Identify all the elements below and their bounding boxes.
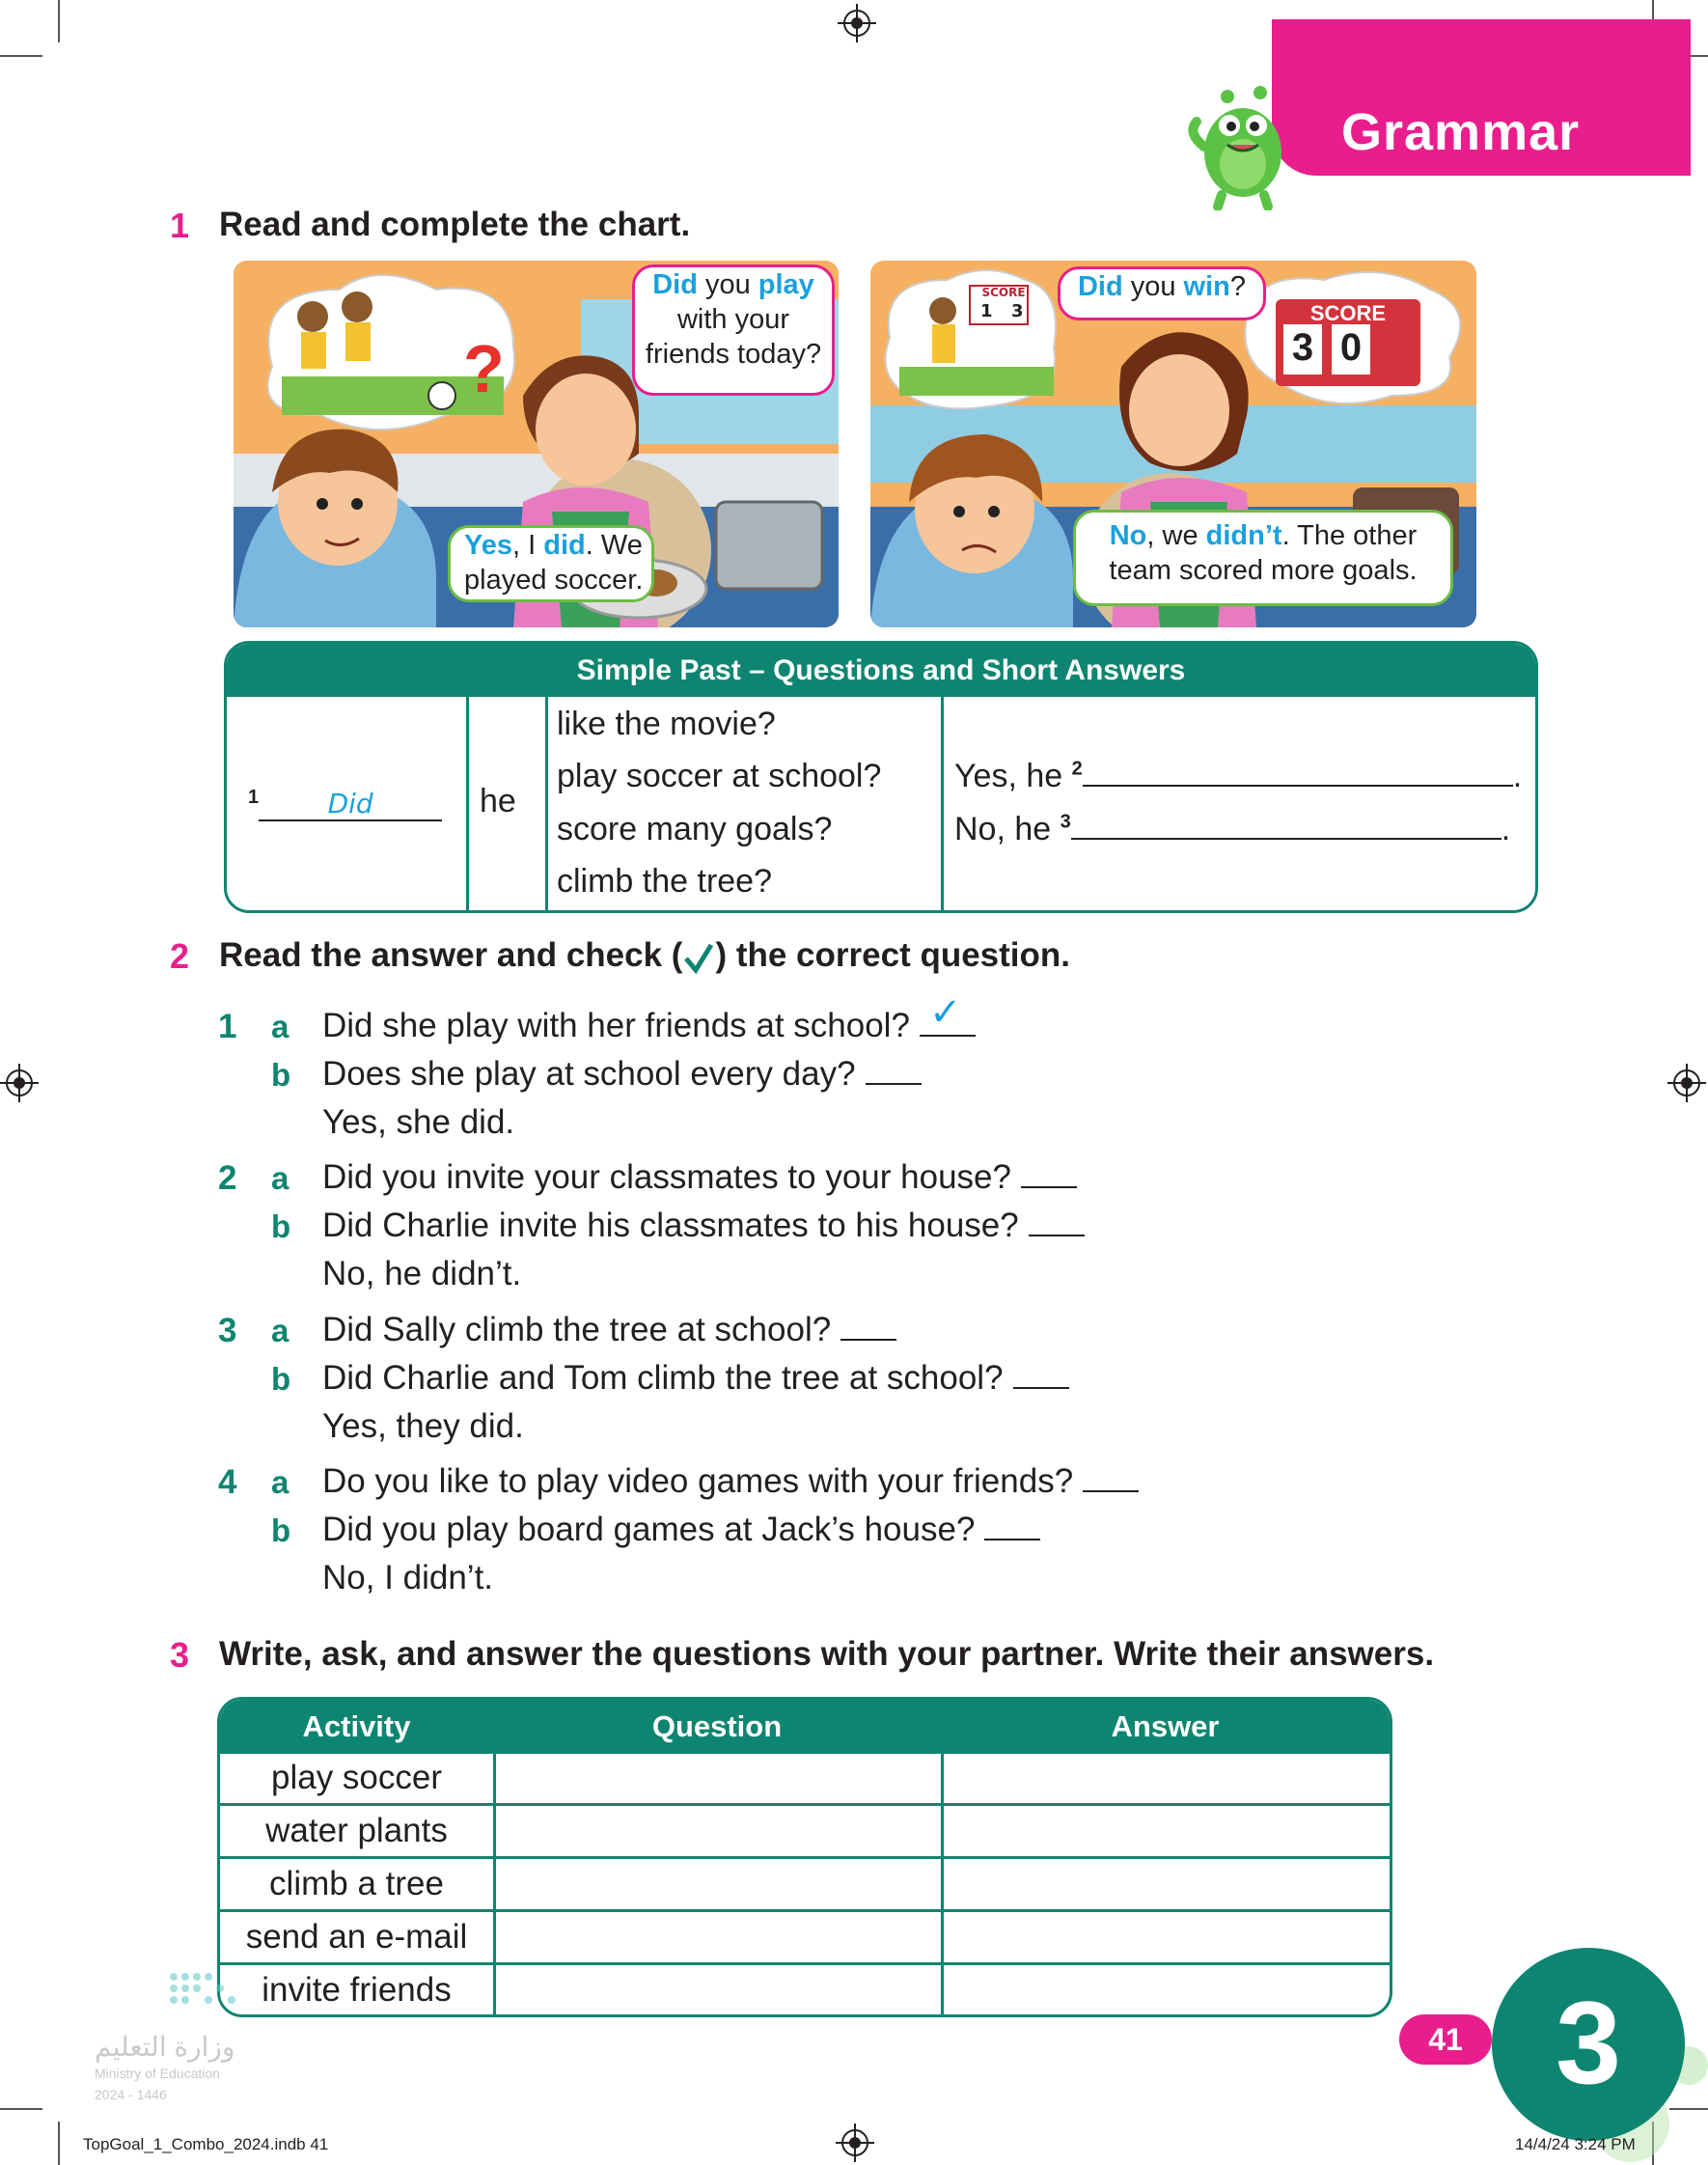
check-blank[interactable] <box>920 991 976 1037</box>
activity-cell: climb a tree <box>269 1865 444 1902</box>
option-text: Did she play with her friends at school? <box>322 1007 910 1044</box>
bubble-keyword: Did <box>652 269 698 300</box>
illustration-panel-1 <box>234 261 839 627</box>
table-row[interactable] <box>220 1856 1390 1909</box>
option-b[interactable] <box>322 1207 1085 1245</box>
check-blank[interactable] <box>1013 1387 1069 1389</box>
crop-mark <box>58 0 60 42</box>
option-b[interactable] <box>322 1359 1069 1398</box>
option-text: Did you invite your classmates to your house? <box>322 1158 1011 1196</box>
answer-blank[interactable] <box>1083 781 1513 787</box>
answer-text: Yes, she did. <box>322 1103 515 1141</box>
blank-number: 1 <box>248 787 260 808</box>
table-row[interactable] <box>220 1803 1390 1856</box>
chart-verb: climb the tree? <box>557 863 772 900</box>
footer-timestamp: 14/4/24 3:24 PM <box>1515 2135 1636 2153</box>
small-scoreboard-label: SCORE <box>981 286 1026 299</box>
unit-number-badge: 3 <box>1492 1948 1685 2141</box>
answer-text: Yes, they did. <box>322 1407 524 1445</box>
footer-filename: TopGoal_1_Combo_2024.indb 41 <box>83 2135 329 2153</box>
option-text: Did Sally climb the tree at school? <box>322 1311 832 1348</box>
illustration-panel-2 <box>870 261 1476 627</box>
exercise-number: 1 <box>170 206 190 245</box>
instruction-text: Read the answer and check ( <box>219 936 683 974</box>
crop-mark <box>0 2108 42 2110</box>
period: . <box>1501 811 1511 847</box>
chart-verb: like the movie? <box>557 706 776 742</box>
blank-number: 2 <box>1071 758 1083 780</box>
question-number: 1 <box>218 1008 237 1045</box>
ministry-year: 2024 - 1446 <box>95 2087 167 2102</box>
blank-number: 3 <box>1060 811 1071 833</box>
bubble-keyword: No <box>1109 520 1147 551</box>
activity-cell: send an e-mail <box>245 1918 468 1956</box>
bubble-text: , we <box>1146 520 1206 551</box>
ministry-arabic: وزارة التعليم <box>95 2032 235 2062</box>
chart-verb: play soccer at school? <box>557 758 882 794</box>
option-letter: b <box>271 1513 291 1548</box>
table-row[interactable] <box>220 1962 1390 2015</box>
exercise-number: 2 <box>170 936 190 976</box>
chart-yes-answer[interactable] <box>954 758 1522 795</box>
speech-bubble-question <box>1058 266 1266 320</box>
bubble-keyword: didn’t <box>1205 520 1282 551</box>
crop-mark <box>0 55 42 57</box>
chart-blank-1 <box>248 787 442 821</box>
check-mark-icon: ✓ <box>928 991 962 1034</box>
registration-mark-icon <box>836 2123 874 2162</box>
option-b[interactable] <box>322 1511 1040 1549</box>
score-home: 3 <box>1291 326 1314 369</box>
exercise-instruction: Write, ask, and answer the questions with your partner. Write their answers. <box>219 1635 1435 1673</box>
option-letter: a <box>271 1160 289 1196</box>
option-text: Did you play board games at Jack’s house? <box>322 1511 976 1548</box>
chart-title: Simple Past – Questions and Short Answers <box>227 644 1535 697</box>
bubble-keyword: Did <box>1077 271 1123 302</box>
crop-mark <box>58 2122 60 2165</box>
page-number: 41 <box>1399 2014 1492 2065</box>
bubble-keyword: did <box>543 530 586 561</box>
question-number: 3 <box>218 1312 237 1349</box>
option-a[interactable] <box>322 1462 1139 1501</box>
question-number: 4 <box>218 1463 237 1501</box>
option-text: Does she play at school every day? <box>322 1055 856 1093</box>
answer-text: No, he didn’t. <box>322 1255 522 1292</box>
table-row[interactable] <box>220 1909 1390 1962</box>
option-a[interactable] <box>322 991 976 1045</box>
chart-divider <box>466 697 469 910</box>
bubble-text: , I <box>512 530 544 561</box>
grammar-chart <box>224 641 1538 913</box>
small-score-home: 1 <box>980 301 993 321</box>
chart-verb: score many goals? <box>557 811 833 847</box>
option-text: Did Charlie invite his classmates to his house? <box>322 1207 1019 1244</box>
chart-subject: he <box>480 783 516 819</box>
option-a[interactable] <box>322 1158 1077 1197</box>
option-letter: a <box>271 1313 289 1348</box>
answer-prefix: Yes, he <box>954 758 1063 794</box>
instruction-text: ) the correct question. <box>715 936 1071 974</box>
check-blank[interactable] <box>1029 1235 1085 1236</box>
bubble-text: . We played soccer. <box>464 530 644 596</box>
option-text: Did Charlie and Tom climb the tree at school? <box>322 1359 1004 1397</box>
check-blank[interactable] <box>1083 1490 1139 1492</box>
column-header: Question <box>651 1709 783 1743</box>
exercise-number: 3 <box>170 1635 190 1675</box>
bubble-keyword: Yes <box>464 530 512 561</box>
column-header: Activity <box>302 1709 411 1743</box>
option-letter: b <box>271 1057 291 1093</box>
bubble-text: you <box>1122 271 1184 302</box>
activity-cell: play soccer <box>270 1759 443 1796</box>
question-number: 2 <box>218 1159 237 1197</box>
speech-bubble-answer <box>448 525 654 602</box>
speech-bubble-answer <box>1073 510 1453 606</box>
check-blank[interactable] <box>1021 1186 1077 1188</box>
check-blank[interactable] <box>840 1339 896 1341</box>
answer-prefix: No, he <box>954 811 1052 847</box>
bubble-text: with your friends today? <box>645 304 822 370</box>
check-mark-icon <box>682 941 715 974</box>
option-text: Do you like to play video games with your friends? <box>322 1462 1074 1500</box>
score-away: 0 <box>1339 326 1363 369</box>
exercise-instruction <box>219 936 1070 975</box>
ministry-english: Ministry of Education <box>95 2066 220 2081</box>
svg-text:?: ? <box>463 331 505 406</box>
chart-divider <box>545 697 548 910</box>
bubble-text: ? <box>1229 271 1247 302</box>
answer-blank[interactable] <box>1071 834 1501 840</box>
exercise-instruction: Read and complete the chart. <box>219 206 691 243</box>
speech-bubble-question <box>632 264 835 396</box>
option-letter: a <box>271 1009 289 1044</box>
column-header: Answer <box>1111 1709 1220 1743</box>
table-row[interactable] <box>220 1750 1390 1803</box>
bubble-text: . The other team scored more goals. <box>1109 520 1418 586</box>
example-answer: Did <box>259 788 442 821</box>
bubble-text: you <box>697 269 758 300</box>
check-blank[interactable] <box>984 1539 1040 1540</box>
green-mascot-icon <box>1183 75 1303 210</box>
activity-cell: invite friends <box>262 1971 452 2009</box>
activity-table <box>217 1697 1392 2017</box>
option-b[interactable] <box>322 1055 922 1094</box>
bubble-keyword: win <box>1183 271 1230 302</box>
answer-text: No, I didn’t. <box>322 1559 494 1596</box>
option-a[interactable] <box>322 1311 896 1349</box>
scoreboard-label: SCORE <box>1309 301 1387 325</box>
registration-mark-icon <box>838 4 876 42</box>
ministry-logo-icon <box>164 1967 251 2015</box>
activity-cell: water plants <box>265 1812 448 1849</box>
registration-mark-icon <box>1667 1064 1706 1102</box>
bubble-keyword: play <box>758 269 814 300</box>
option-letter: b <box>271 1361 291 1397</box>
chart-no-answer[interactable] <box>954 811 1510 848</box>
small-score-away: 3 <box>1011 301 1024 321</box>
check-blank[interactable] <box>866 1083 922 1085</box>
option-letter: b <box>271 1208 291 1244</box>
option-letter: a <box>271 1464 289 1500</box>
chart-divider <box>941 697 944 910</box>
period: . <box>1512 758 1523 794</box>
section-title: Grammar <box>1341 103 1581 161</box>
registration-mark-icon <box>0 1064 39 1102</box>
